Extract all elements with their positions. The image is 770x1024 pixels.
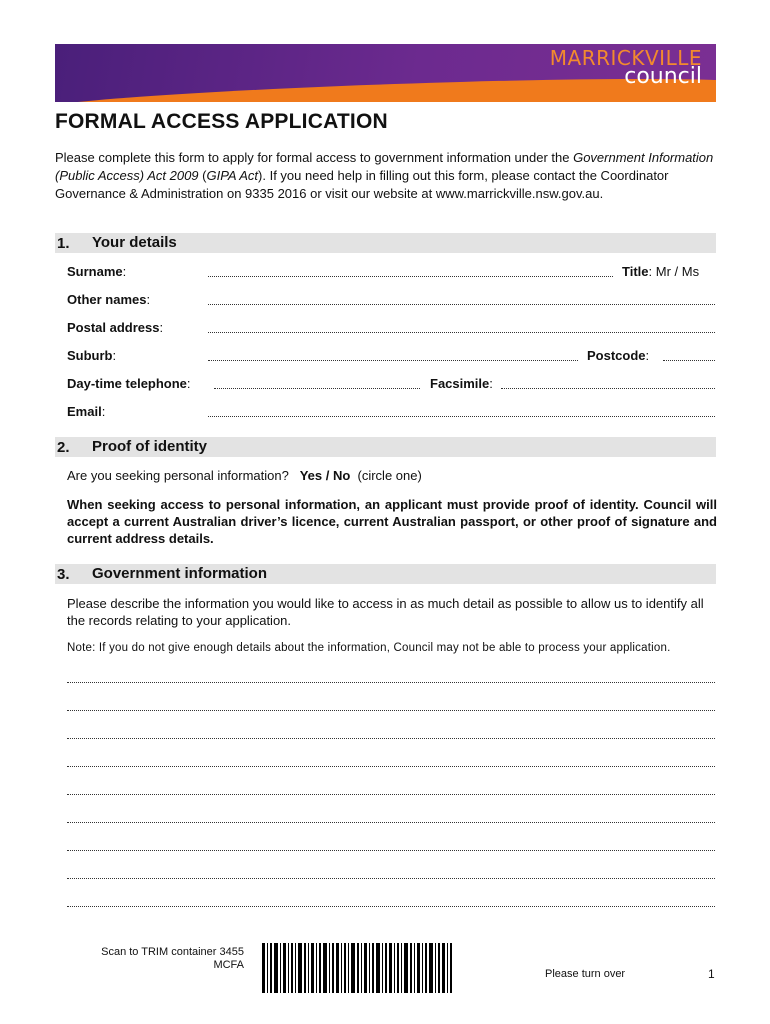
- section-2-header: [55, 437, 716, 457]
- trim-scan-note: Scan to TRIM container 3455 MCFA: [101, 946, 244, 971]
- surname-field[interactable]: [208, 264, 613, 277]
- email-label: Email:: [67, 404, 106, 419]
- page-number: 1: [708, 967, 715, 981]
- other-names-field[interactable]: [208, 292, 715, 305]
- section-3-header: [55, 564, 716, 584]
- other-names-label: Other names:: [67, 292, 151, 307]
- page-title: FORMAL ACCESS APPLICATION: [55, 110, 388, 133]
- email-field[interactable]: [208, 404, 715, 417]
- postcode-field[interactable]: [663, 348, 715, 361]
- turn-over-note: Please turn over: [545, 968, 626, 980]
- postal-address-field[interactable]: [208, 320, 715, 333]
- barcode-icon: [262, 943, 452, 993]
- council-logo: [550, 48, 702, 88]
- section-2-title: Proof of identity: [92, 438, 207, 455]
- yes-no-choice[interactable]: Yes / No: [299, 468, 351, 483]
- title-options[interactable]: Mr / Ms: [655, 264, 700, 279]
- logo-line-1: MARRICKVILLE: [549, 46, 702, 70]
- suburb-label: Suburb:: [67, 348, 117, 363]
- postal-address-label: Postal address:: [67, 320, 164, 335]
- description-line[interactable]: [67, 738, 715, 739]
- logo-line-2: council: [624, 64, 702, 89]
- surname-label: Surname:: [67, 264, 127, 279]
- description-line[interactable]: [67, 906, 715, 907]
- circle-one-hint: (circle one): [357, 468, 422, 483]
- description-line[interactable]: [67, 794, 715, 795]
- intro-paragraph: Please complete this form to apply for formal access to government information under the Government Information (Public Access) Act 2009 (GIPA Act). If you need help in filling out this form, please contact the Coordinator Governance & Administration on 9335 2016 or visit our website at www.marrickville.nsw.gov.au.: [55, 150, 714, 201]
- section-2-number: 2.: [57, 439, 70, 456]
- information-description: Please describe the information you would like to access in as much detail as possible to allow us to identify all the records relating to your application.: [67, 596, 704, 628]
- section-1-number: 1.: [57, 235, 70, 252]
- description-line[interactable]: [67, 850, 715, 851]
- description-line[interactable]: [67, 878, 715, 879]
- section-3-title: Government information: [92, 565, 268, 582]
- facsimile-label: Facsimile:: [430, 376, 493, 391]
- description-line[interactable]: [67, 766, 715, 767]
- suburb-field[interactable]: [208, 348, 578, 361]
- section-1-header: [55, 233, 716, 253]
- proof-of-identity-notice: When seeking access to personal information, an applicant must provide proof of identity. Council will accept a current Australian driver’s licence, current Australian passport, or other proof of signature and current address details.: [67, 497, 717, 546]
- description-line[interactable]: [67, 822, 715, 823]
- information-note: Note: If you do not give enough details about the information, Council may not be able to process your application.: [67, 642, 671, 654]
- facsimile-field[interactable]: [501, 376, 715, 389]
- section-1-title: Your details: [92, 234, 177, 251]
- daytime-telephone-field[interactable]: [214, 376, 420, 389]
- daytime-telephone-label: Day-time telephone:: [67, 376, 191, 391]
- header-banner: [55, 44, 716, 102]
- personal-info-question: Are you seeking personal information? Yes / No (circle one): [67, 468, 422, 483]
- title-label: Title: Mr / Ms: [622, 264, 700, 279]
- description-line[interactable]: [67, 710, 715, 711]
- section-3-number: 3.: [57, 566, 70, 583]
- postcode-label: Postcode:: [587, 348, 650, 363]
- description-line[interactable]: [67, 682, 715, 683]
